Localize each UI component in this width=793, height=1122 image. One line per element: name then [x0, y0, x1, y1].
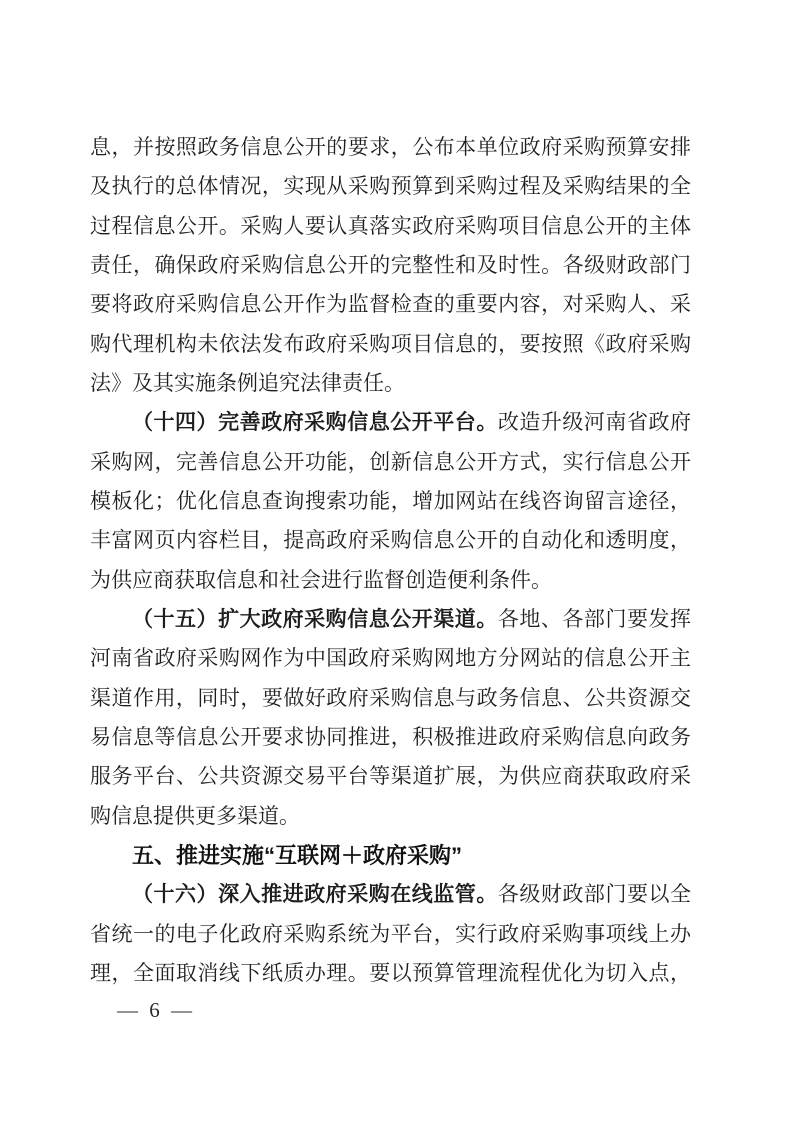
text-line: 责任，确保政府采购信息公开的完整性和及时性。各级财政部门 [90, 252, 691, 277]
text-line: 易信息等信息公开要求协同推进，积极推进政府采购信息向政务 [90, 724, 691, 749]
chapter-5-heading: 五、推进实施“互联网＋政府采购” [132, 842, 463, 868]
item-14-heading: （十四）完善政府采购信息公开平台。 [132, 410, 498, 435]
text-line: 要将政府采购信息公开作为监督检查的重要内容，对采购人、采 [90, 292, 691, 317]
text-line: 河南省政府采购网作为中国政府采购网地方分网站的信息公开主 [90, 646, 691, 671]
text-line: 采购网，完善信息公开功能，创新信息公开方式，实行信息公开 [90, 449, 691, 474]
line-text: 各级财政部门要以全 [497, 882, 691, 907]
document-body [90, 128, 691, 993]
item-15-heading: （十五）扩大政府采购信息公开渠道。 [132, 606, 498, 631]
text-line: 渠道作用，同时，要做好政府采购信息与政务信息、公共资源交 [90, 685, 691, 710]
text-line [90, 600, 691, 639]
line-text: 改造升级河南省政府 [497, 410, 691, 435]
text-line: 及执行的总体情况，实现从采购预算到采购过程及采购结果的全 [90, 174, 691, 199]
page-number: — 6 — [117, 998, 192, 1022]
paragraph-last-line: 法》及其实施条例追究法律责任。 [90, 370, 405, 395]
paragraph-last-line: 购信息提供更多渠道。 [90, 803, 300, 828]
text-line: 息，并按照政务信息公开的要求，公布本单位政府采购预算安排 [90, 135, 691, 159]
item-16-heading: （十六）深入推进政府采购在线监管。 [132, 882, 498, 907]
text-line: 过程信息公开。采购人要认真落实政府采购项目信息公开的主体 [90, 213, 691, 238]
text-line: 模板化；优化信息查询搜索功能，增加网站在线咨询留言途径， [90, 488, 691, 513]
text-line [90, 875, 691, 914]
text-line: 丰富网页内容栏目，提高政府采购信息公开的自动化和透明度， [90, 528, 691, 553]
paragraph-last-line: 为供应商获取信息和社会进行监督创造便利条件。 [90, 567, 552, 592]
text-line [90, 403, 691, 442]
text-line: 理，全面取消线下纸质办理。要以预算管理流程优化为切入点， [90, 960, 691, 985]
text-line: 购代理机构未依法发布政府采购项目信息的，要按照《政府采购 [90, 331, 691, 356]
line-text: 各地、各部门要发挥 [497, 606, 691, 631]
text-line: 服务平台、公共资源交易平台等渠道扩展，为供应商获取政府采 [90, 764, 691, 789]
text-line: 省统一的电子化政府采购系统为平台，实行政府采购事项线上办 [90, 921, 691, 946]
